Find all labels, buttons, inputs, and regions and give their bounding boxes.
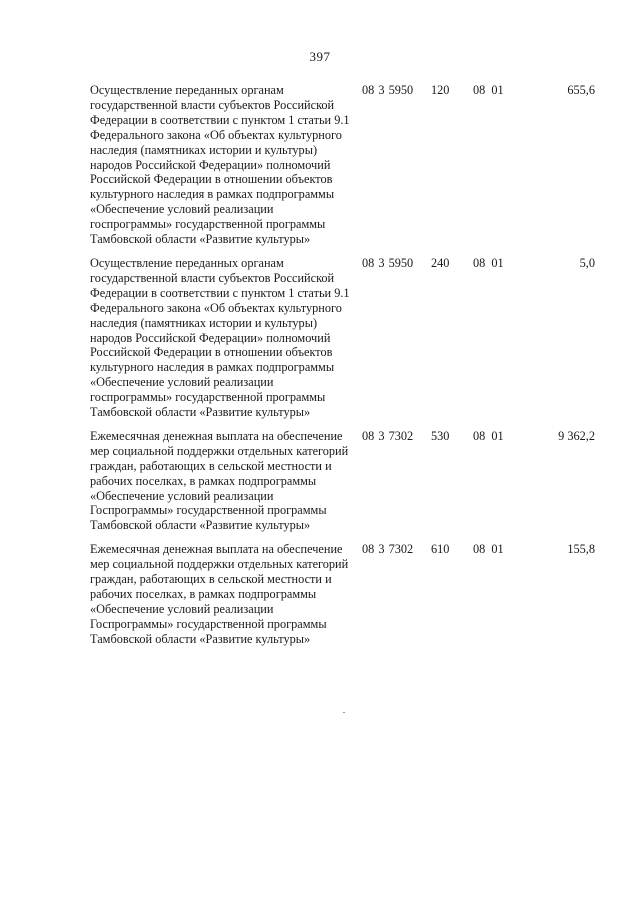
budget-table — [0, 83, 640, 656]
row-section-code: 08 01 — [473, 428, 504, 443]
row-target-code: 08 3 5950 — [362, 83, 414, 97]
row-section-code: 08 01 — [473, 83, 504, 97]
table-row — [0, 83, 640, 247]
scan-speck — [343, 712, 345, 713]
row-expense-type: 120 — [431, 83, 450, 97]
row-description: Осуществление переданных органам государственной власти субъектов Российской Федерации в соответствии с пунктом 1 статьи 9.1 Федерального закона «Об объектах культурного наследия (памятниках истории и культуры) народов Российской Федерации» полномочий Российской Федерации в отношении объектов культурного наследия в рамках подпрограммы «Обеспечение условий реализации госпрограммы» государственной программы Тамбовской области «Развитие культуры» — [90, 255, 350, 420]
row-section-code: 08 01 — [473, 255, 504, 270]
row-amount: 155,8 — [567, 542, 595, 557]
row-target-code: 08 3 7302 — [362, 542, 414, 557]
row-section-code: 08 01 — [473, 542, 504, 557]
row-description: Осуществление переданных органам государственной власти субъектов Российской Федерации в соответствии с пунктом 1 статьи 9.1 Федерального закона «Об объектах культурного наследия (памятниках истории и культуры) народов Российской Федерации» полномочий Российской Федерации в отношении объектов культурного наследия в рамках подпрограммы «Обеспечение условий реализации госпрограммы» государственной программы Тамбовской области «Развитие культуры» — [90, 83, 350, 247]
row-amount: 655,6 — [567, 83, 595, 97]
table-row — [0, 256, 640, 420]
row-amount: 9 362,2 — [558, 428, 595, 443]
row-expense-type: 610 — [431, 542, 450, 557]
row-description: Ежемесячная денежная выплата на обеспечение мер социальной поддержки отдельных категорий граждан, работающих в сельской местности и рабочих поселках, в рамках подпрограммы «Обеспечение условий реализации Госпрограммы» государственной программы Тамбовской области «Развитие культуры» — [90, 428, 349, 533]
page-number: 397 — [309, 49, 331, 64]
row-target-code: 08 3 7302 — [362, 428, 414, 443]
row-amount: 5,0 — [579, 255, 595, 270]
row-target-code: 08 3 5950 — [362, 255, 414, 270]
row-description: Ежемесячная денежная выплата на обеспечение мер социальной поддержки отдельных категорий граждан, работающих в сельской местности и рабочих поселках, в рамках подпрограммы «Обеспечение условий реализации Госпрограммы» государственной программы Тамбовской области «Развитие культуры» — [90, 542, 349, 646]
row-expense-type: 530 — [431, 428, 450, 443]
table-row — [0, 542, 640, 646]
table-row — [0, 429, 640, 533]
row-expense-type: 240 — [431, 255, 450, 270]
